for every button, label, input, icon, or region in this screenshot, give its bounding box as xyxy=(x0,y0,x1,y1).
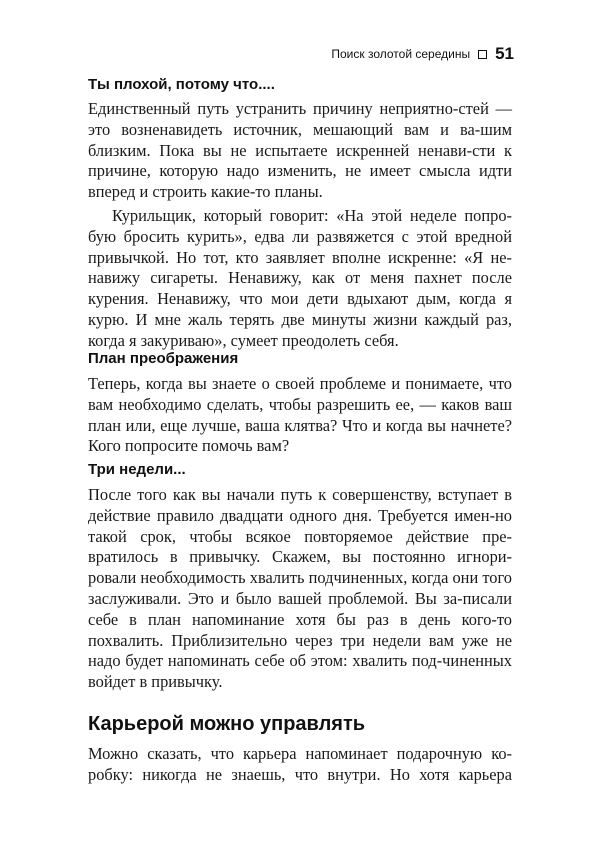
paragraph: После того как вы начали путь к совершенству, вступает в действие правило двадцати одного дня. Требуется имен-но такой срок, чтобы всякое повторяемое действие пре-вратилось в привычку. Скажем, вы постоянно игнори-ровали необходимость хвалить подчиненных, когда они того заслуживали. Это и было вашей проблемой. Вы за-писали себе в план напоминание хотя бы раз в день кого-то похвалить. Приблизительно через три недели вам уже не надо будет напоминать себе об этом: хвалить под-чиненных войдет в привычку. xyxy=(88,485,512,692)
chapter-heading: Карьерой можно управлять xyxy=(88,713,366,735)
running-title: Поиск золотой середины xyxy=(331,47,471,61)
section-heading: План преображения xyxy=(88,350,239,367)
section-heading: Три недели... xyxy=(88,461,186,478)
paragraph: Курильщик, который говорит: «На этой неделе попро-бую бросить курить», едва ли развяжется с этой вредной привычкой. Но тот, кто заявляет вполне искренне: «Я не-навижу сигареты. Ненавижу, как от меня пахнет после курения. Ненавижу, что мои дети вдыхают дым, когда я курю. И мне жаль терять две минуты жизни каждый раз, когда я закуриваю», сумеет преодолеть себя. xyxy=(88,206,512,350)
page-number: 51 xyxy=(495,44,514,63)
paragraph: Теперь, когда вы знаете о своей проблеме и понимаете, что вам необходимо сделать, чтобы разрешить ее, — каков ваш план или, еще лучше, ваша клятва? Что и когда вы начнете? Кого попросите помочь вам? xyxy=(88,374,512,456)
square-bullet-icon xyxy=(478,50,487,59)
section-heading: Ты плохой, потому что.... xyxy=(88,76,275,93)
running-head xyxy=(331,44,514,64)
paragraph: Единственный путь устранить причину неприятно-стей — это возненавидеть источник, мешающий вам и ва-шим близким. Пока вы не испытаете искренней ненави-сти к причине, которую надо изменить, не имеет смысла идти вперед и строить какие-то планы. xyxy=(88,99,512,202)
paragraph: Можно сказать, что карьера напоминает подарочную ко-робку: никогда не знаешь, что внутри. Но хотя карьера xyxy=(88,744,512,784)
